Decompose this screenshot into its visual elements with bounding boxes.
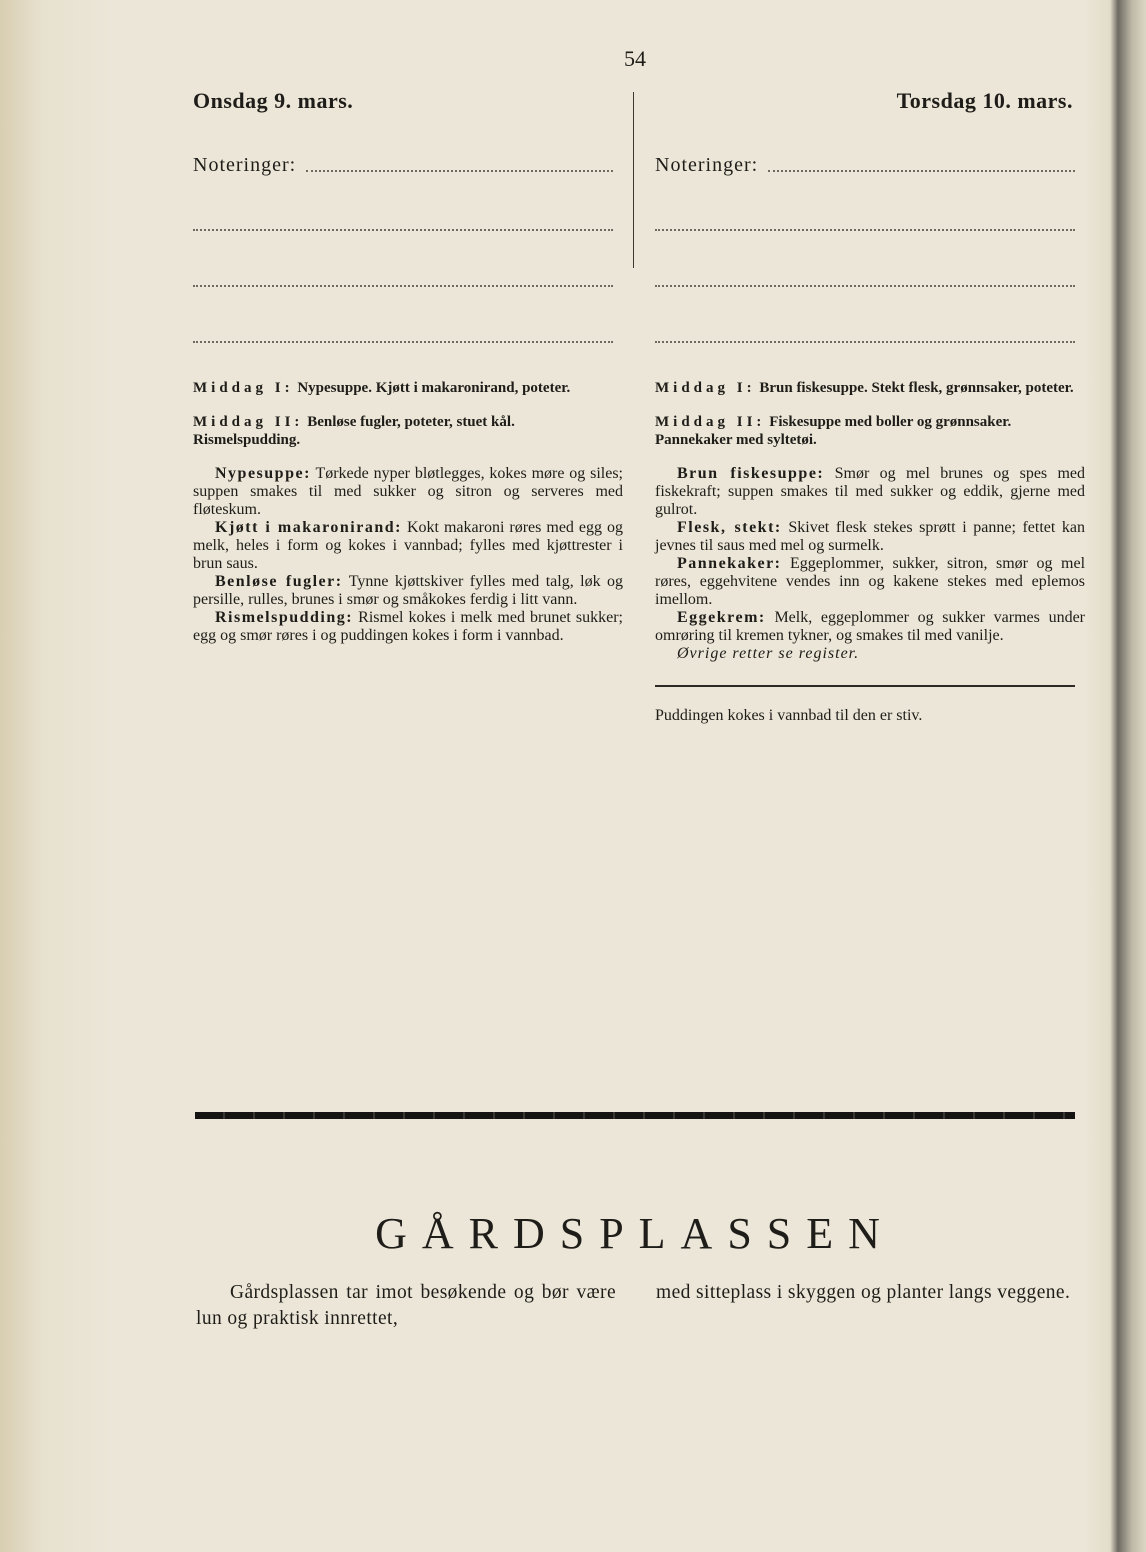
continuation-text: Puddingen kokes i vannbad til den er stiv.: [655, 707, 923, 724]
column-divider: [633, 92, 634, 268]
menu-label: Middag II:: [193, 414, 304, 430]
recipe-paragraph: [655, 465, 1085, 519]
recipe-title: Flesk, stekt:: [677, 519, 782, 536]
menu-text: Brun fiskesuppe. Stekt flesk, grønnsaker, poteter.: [759, 380, 1074, 396]
menu-label: Middag I:: [655, 380, 756, 396]
recipe-text: Skivet flesk stekes sprøtt i panne; fettet kan jevnes til saus med mel og surmelk.: [655, 519, 1086, 554]
menu-text: Nypesuppe. Kjøtt i makaronirand, poteter.: [297, 380, 571, 396]
notes-block-thursday: [655, 154, 1085, 343]
dotted-line: [193, 307, 613, 343]
recipes-thursday: [655, 465, 1085, 725]
menu-label: Middag II:: [655, 414, 766, 430]
recipe-title: Nypesuppe:: [215, 465, 311, 482]
menu-text: Fiskesuppe med boller og grønnsaker. Pannekaker med syltetøi.: [655, 414, 1012, 448]
recipes-wednesday: [193, 465, 623, 645]
menu-item: [193, 379, 623, 397]
dotted-line: [193, 195, 613, 231]
recipe-title: Benløse fugler:: [215, 573, 343, 590]
recipe-title: Rismelspudding:: [215, 609, 354, 626]
recipe-text: Tørkede nyper bløtlegges, kokes møre og siles; suppen smakes til med sukker og sitron og serveres med fløteskum.: [193, 465, 624, 518]
recipe-text: Tynne kjøttskiver fylles med talg, løk og persille, rulles, brunes i smør og småkokes ferdig i litt vann.: [193, 573, 623, 608]
notes-line: [193, 154, 623, 177]
notes-label: Noteringer:: [655, 154, 759, 176]
thursday-column: [655, 88, 1085, 725]
recipe-text: Kokt makaroni røres med egg og melk, heles i form og kokes i vannbad; fylles med kjøttrester i brun saus.: [193, 519, 624, 572]
recipe-title: Brun fiskesuppe:: [677, 465, 825, 482]
wednesday-date: Onsdag 9. mars.: [193, 88, 354, 113]
menu-item: [655, 413, 1085, 449]
section-text-left: Gårdsplassen tar imot besøkende og bør være lun og praktisk innrettet,: [196, 1282, 616, 1329]
menu-text: Benløse fugler, poteter, stuet kål. Rismelspudding.: [193, 414, 515, 448]
recipe-text: Melk, eggeplommer og sukker varmes under omrøring til kremen tykner, og smakes til med vanilje.: [655, 609, 1085, 644]
recipe-paragraph: [655, 555, 1085, 609]
recipe-text: Eggeplommer, sukker, sitron, smør og mel røres, eggehvitene vendes inn og kakene stekes med eplemos imellom.: [655, 555, 1086, 608]
heavy-rule: [195, 1112, 1075, 1119]
thursday-date: Torsdag 10. mars.: [896, 88, 1073, 113]
recipe-title: Pannekaker:: [677, 555, 782, 572]
dotted-line: [655, 195, 1075, 231]
menu-item: [193, 413, 623, 449]
dotted-line: [193, 251, 613, 287]
recipe-paragraph: [193, 519, 623, 573]
recipe-paragraph: [655, 519, 1085, 555]
register-note-text: Øvrige retter se register.: [677, 645, 860, 662]
section-text-right: med sitteplass i skyggen og planter langs veggene.: [656, 1282, 1071, 1303]
recipe-title: Kjøtt i makaronirand:: [215, 519, 402, 536]
dotted-fill: [306, 170, 613, 172]
recipe-paragraph: [193, 465, 623, 519]
section-heading: GÅRDSPLASSEN: [375, 1209, 895, 1258]
notes-label: Noteringer:: [193, 154, 297, 176]
recipe-text: Rismel kokes i melk med brunet sukker; egg og smør røres i og puddingen kokes i form i vannbad.: [193, 609, 624, 644]
menu-wednesday: [193, 379, 623, 449]
menu-item: [655, 379, 1085, 397]
section-rule: [655, 685, 1075, 687]
notes-block-wednesday: [193, 154, 623, 343]
dotted-fill: [768, 170, 1075, 172]
recipe-paragraph: [193, 609, 623, 645]
menu-label: Middag I:: [193, 380, 294, 396]
register-note: [655, 645, 1085, 663]
recipe-paragraph: [193, 573, 623, 609]
dotted-line: [655, 307, 1075, 343]
notes-line: [655, 154, 1085, 177]
dotted-line: [655, 251, 1075, 287]
recipe-text: Smør og mel brunes og spes med fiskekraft; suppen smakes til med sukker og eddik, gjerne med gulrot.: [655, 465, 1086, 518]
recipe-title: Eggekrem:: [677, 609, 766, 626]
page-number: 54: [624, 46, 646, 71]
menu-thursday: [655, 379, 1085, 449]
wednesday-column: [193, 88, 623, 645]
recipe-paragraph: [655, 609, 1085, 645]
